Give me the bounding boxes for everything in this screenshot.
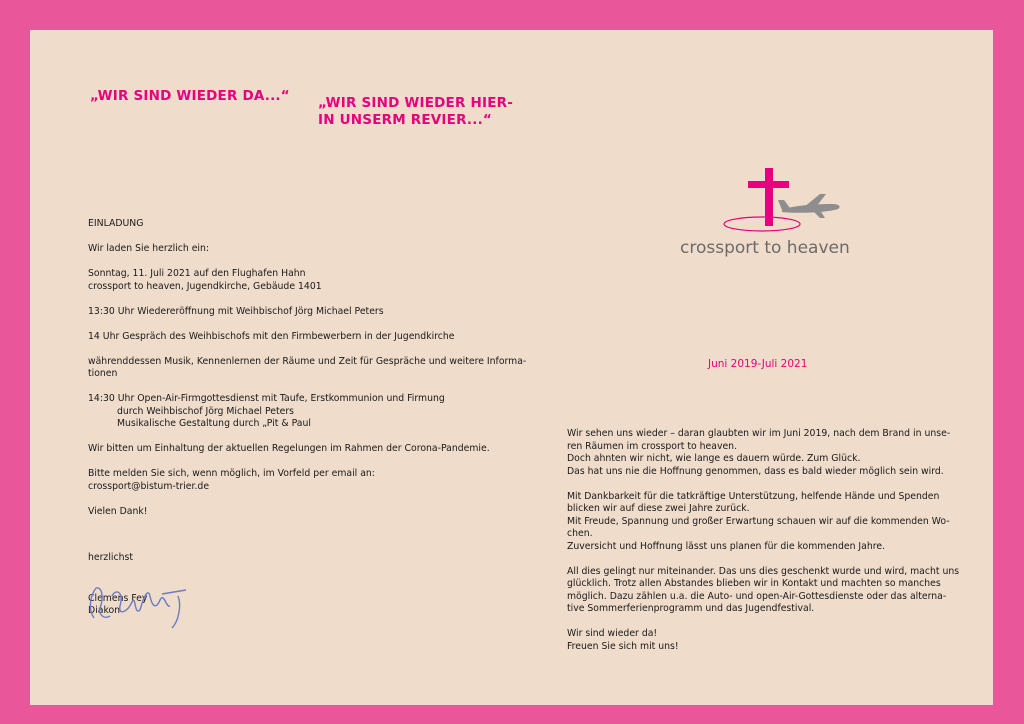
invitation-column xyxy=(88,218,558,531)
story-paragraph-2 xyxy=(567,491,977,554)
story-line: ren Räumen im crossport to heaven. xyxy=(567,440,738,452)
signature-name: Clemens Fey xyxy=(88,593,148,604)
invitation-location xyxy=(88,268,558,293)
story-line: blicken wir auf diese zwei Jahre zurück. xyxy=(567,503,750,514)
registration-text: Bitte melden Sie sich, wenn möglich, im Vorfeld per email an: xyxy=(88,468,375,479)
logo-text: crossport to heaven xyxy=(680,238,850,258)
program-item-service-line2: durch Weihbischof Jörg Michael Peters xyxy=(117,405,294,417)
invitation-date: Sonntag, 11. Juli 2021 auf den Flughafen Hahn xyxy=(88,268,306,279)
corona-rules: Wir bitten um Einhaltung der aktuellen Regelungen im Rahmen der Corona-Pandemie. xyxy=(88,443,490,454)
signature-greeting: herzlichst xyxy=(88,552,133,563)
story-line: Mit Dankbarkeit für die tatkräftige Unterstützung, helfende Hände und Spenden xyxy=(567,490,940,502)
program-item-service xyxy=(88,393,558,431)
story-paragraph-3 xyxy=(567,566,977,616)
cross-plane-icon xyxy=(670,160,870,240)
story-line: Doch ahnten wir nicht, wie lange es dauern würde. Zum Glück. xyxy=(567,453,861,464)
crossport-logo xyxy=(670,160,870,270)
story-line: Mit Freude, Spannung und großer Erwartung schauen wir auf die kommenden Wo- xyxy=(567,515,950,527)
program-item-service-line1: 14:30 Uhr Open-Air-Firmgottesdienst mit Taufe, Erstkommunion und Firmung xyxy=(88,393,445,404)
invitation-intro: Wir laden Sie herzlich ein: xyxy=(88,243,210,254)
registration xyxy=(88,468,558,493)
story-line: Das hat uns nie die Hoffnung genommen, dass es bald wieder möglich sein wird. xyxy=(567,465,944,477)
program-item-music-line2: tionen xyxy=(88,368,118,379)
date-range: Juni 2019-Juli 2021 xyxy=(708,358,808,370)
invitation-title: EINLADUNG xyxy=(88,218,144,229)
handwritten-signature xyxy=(82,566,202,636)
registration-email: crossport@bistum-trier.de xyxy=(88,480,210,492)
story-paragraph-4 xyxy=(567,628,977,653)
story-paragraph-1 xyxy=(567,428,977,478)
story-line: tive Sommerferienprogramm und das Jugendfestival. xyxy=(567,603,815,614)
story-line: glücklich. Trotz allen Abstandes blieben wir in Kontakt und machten so manches xyxy=(567,578,941,589)
program-item-music xyxy=(88,356,558,381)
invitation-page xyxy=(30,30,993,705)
program-item-reopening: 13:30 Uhr Wiedereröffnung mit Weihbischof Jörg Michael Peters xyxy=(88,305,384,317)
program-item-music-line1: währenddessen Musik, Kennenlernen der Räume und Zeit für Gespräche und weitere Informa- xyxy=(88,355,527,367)
story-line: Freuen Sie sich mit uns! xyxy=(567,640,679,652)
signature-block xyxy=(88,552,228,632)
thanks: Vielen Dank! xyxy=(88,505,148,517)
story-line: Wir sind wieder da! xyxy=(567,628,658,639)
program-item-service-line3: Musikalische Gestaltung durch „Pit & Paul xyxy=(117,418,311,429)
headline-right-line1: „WIR SIND WIEDER HIER- xyxy=(318,95,514,111)
story-line: chen. xyxy=(567,528,593,539)
story-column xyxy=(567,428,977,666)
story-line: möglich. Dazu zählen u.a. die Auto- und open-Air-Gottesdienste oder das alterna- xyxy=(567,590,947,602)
signature-role: Diakon xyxy=(88,605,121,616)
story-line: All dies gelingt nur miteinander. Das uns dies geschenkt wurde und wird, macht uns xyxy=(567,565,960,577)
story-line: Zuversicht und Hoffnung lässt uns planen für die kommenden Jahre. xyxy=(567,540,886,552)
invitation-place: crossport to heaven, Jugendkirche, Gebäude 1401 xyxy=(88,280,322,292)
headline-left: „WIR SIND WIEDER DA...“ xyxy=(90,88,290,104)
story-line: Wir sehen uns wieder – daran glaubten wir im Juni 2019, nach dem Brand in unse- xyxy=(567,428,951,439)
headline-right xyxy=(318,95,513,129)
headline-right-line2: IN UNSERM REVIER...“ xyxy=(318,112,492,128)
program-item-talk: 14 Uhr Gespräch des Weihbischofs mit den Firmbewerbern in der Jugendkirche xyxy=(88,330,455,342)
